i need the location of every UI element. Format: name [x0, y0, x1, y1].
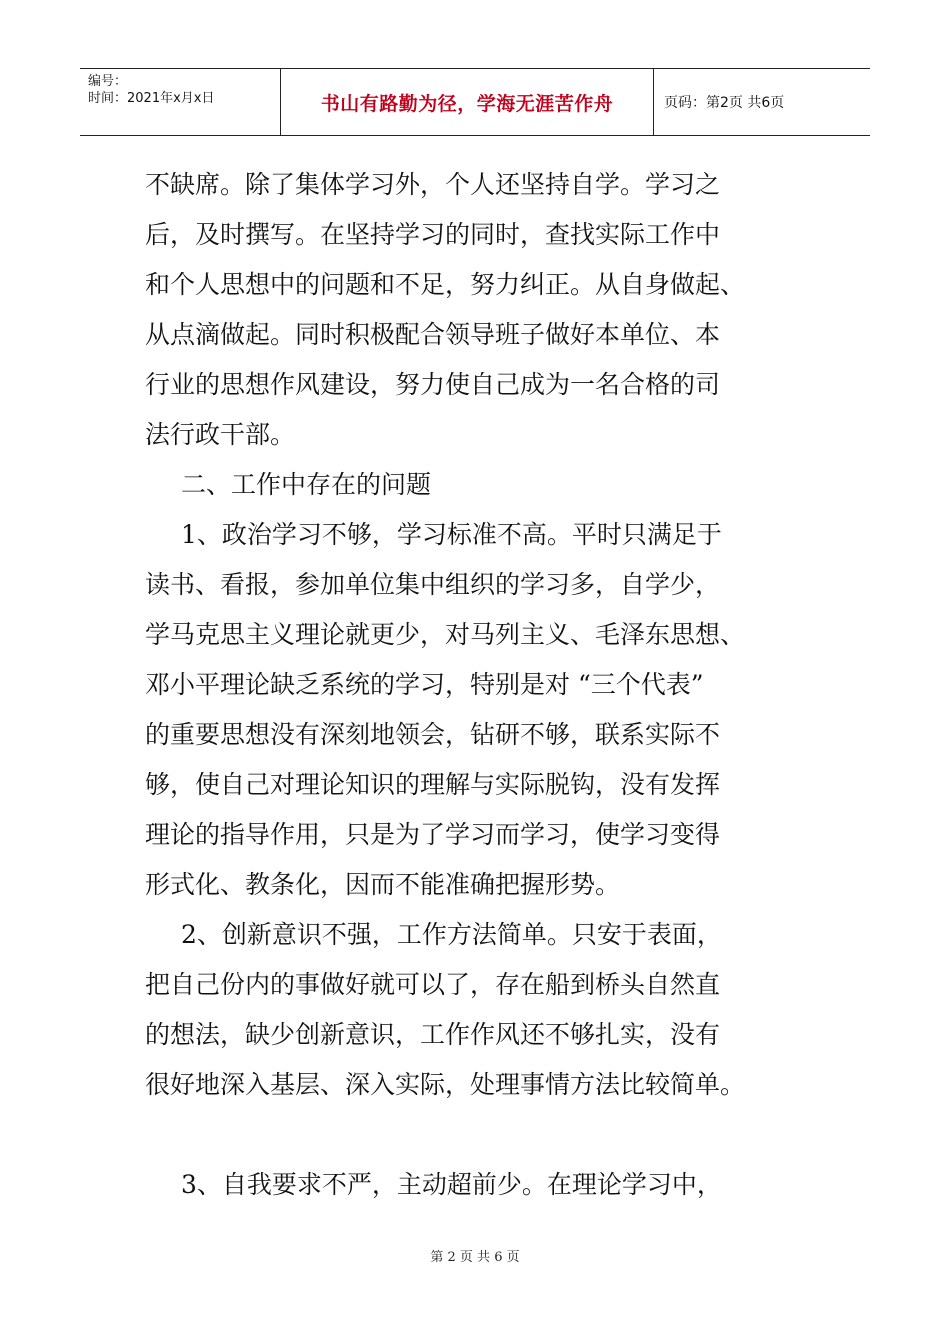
number-label: 编号：: [88, 74, 128, 89]
body-line: 从点滴做起。同时积极配合领导班子做好本单位、本: [145, 320, 721, 349]
body-line: 形式化、教条化，因而不能准确把握形势。: [145, 870, 621, 899]
paragraph-gap: [145, 1110, 825, 1160]
body-line: 很好地深入基层、深入实际，处理事情方法比较简单。: [145, 1070, 746, 1099]
body-line: 2、创新意识不强，工作方法简单。只安于表面，: [181, 920, 722, 949]
body-line: 不缺席。除了集体学习外，个人还坚持自学。学习之: [145, 170, 721, 199]
body-line: 够，使自己对理论知识的理解与实际脱钩，没有发挥: [145, 770, 721, 799]
body-line: 法行政干部。: [145, 420, 296, 449]
header-page-cell: [654, 69, 870, 135]
header-meta-cell: [80, 69, 281, 135]
body-line: 学马克思主义理论就更少，对马列主义、毛泽东思想、: [145, 620, 746, 649]
time-label: 时间：2021年x月x日: [88, 91, 215, 106]
body-line: 后，及时撰写。在坚持学习的同时，查找实际工作中: [145, 220, 721, 249]
body-line: 3、自我要求不严，主动超前少。在理论学习中，: [181, 1170, 722, 1199]
body-line: 的重要思想没有深刻地领会，钻研不够，联系实际不: [145, 720, 721, 749]
page-footer: 第 2 页 共 6 页: [430, 1250, 520, 1265]
section-heading: 二、工作中存在的问题: [181, 470, 432, 499]
body-line: 和个人思想中的问题和不足，努力纠正。从自身做起、: [145, 270, 746, 299]
header-motto-cell: [281, 69, 654, 135]
body-line: 行业的思想作风建设，努力使自己成为一名合格的司: [145, 370, 721, 399]
motto-text: 书山有路勤为径，学海无涯苦作舟: [320, 92, 614, 115]
body-line: 的想法，缺少创新意识，工作作风还不够扎实，没有: [145, 1020, 721, 1049]
body-line: 邓小平理论缺乏系统的学习，特别是对 “三个代表”: [145, 670, 704, 699]
document-header: [80, 68, 870, 136]
document-body: [145, 160, 825, 1210]
body-line: 理论的指导作用，只是为了学习而学习，使学习变得: [145, 820, 721, 849]
page-info: 页码：第2页 共6页: [664, 95, 785, 111]
body-line: 读书、看报，参加单位集中组织的学习多，自学少，: [145, 570, 721, 599]
body-line: 把自己份内的事做好就可以了，存在船到桥头自然直: [145, 970, 721, 999]
body-line: 1、政治学习不够，学习标准不高。平时只满足于: [181, 520, 722, 549]
